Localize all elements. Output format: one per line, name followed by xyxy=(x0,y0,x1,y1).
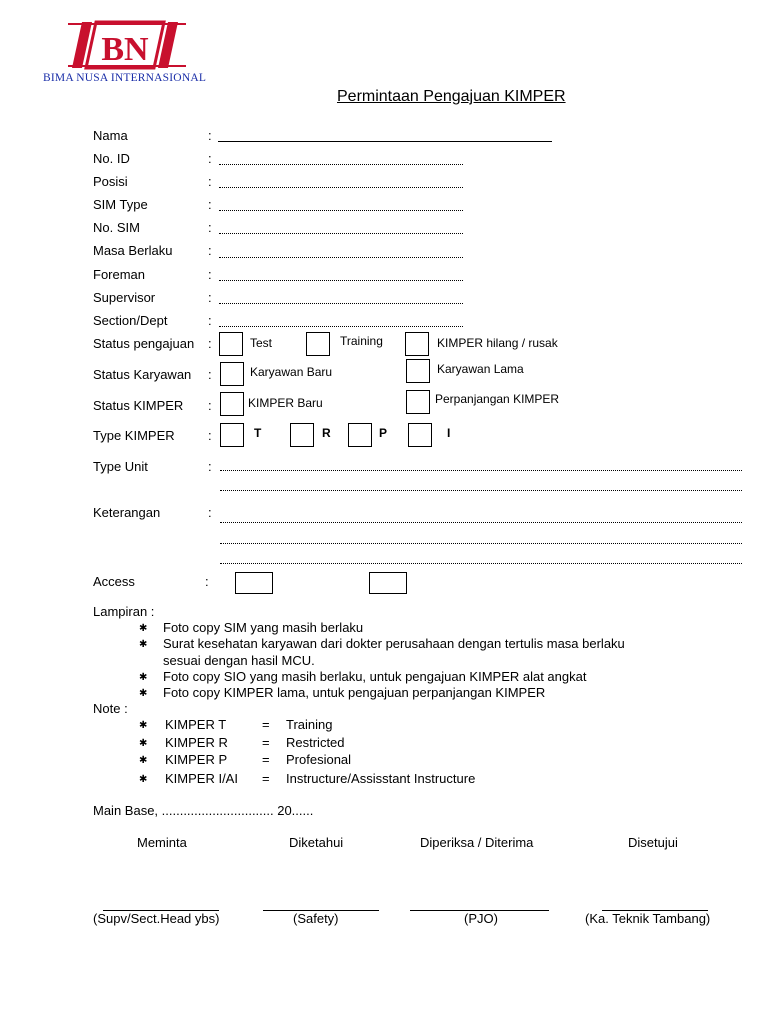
karyawan-baru-checkbox[interactable] xyxy=(220,362,244,386)
nama-field[interactable] xyxy=(218,141,552,142)
keterangan-line-2[interactable] xyxy=(220,543,742,544)
field-label: Nama xyxy=(93,128,128,143)
note-eq: = xyxy=(262,752,270,767)
field-label: Masa Berlaku xyxy=(93,243,173,258)
test-checkbox[interactable] xyxy=(219,332,243,356)
field-label: No. ID xyxy=(93,151,130,166)
signature-name: (Supv/Sect.Head ybs) xyxy=(93,911,220,926)
bullet-icon: ✱ xyxy=(139,738,148,749)
note-meaning: Training xyxy=(286,717,333,732)
signature-role: Meminta xyxy=(137,835,187,850)
access-label: Access xyxy=(93,574,135,589)
lampiran-item: Surat kesehatan karyawan dari dokter perusahaan dengan tertulis masa berlaku xyxy=(163,636,625,651)
lampiran-item: Foto copy SIO yang masih berlaku, untuk pengajuan KIMPER alat angkat xyxy=(163,669,587,684)
perpanjangan-kimper-option-label: Perpanjangan KIMPER xyxy=(435,392,560,406)
no-sim-field[interactable] xyxy=(219,233,463,234)
signature-name: (PJO) xyxy=(464,911,498,926)
lampiran-item: Foto copy SIM yang masih berlaku xyxy=(163,620,364,635)
bullet-icon: ✱ xyxy=(139,720,148,731)
field-label: Section/Dept xyxy=(93,313,168,328)
type-i-label: I xyxy=(447,426,451,440)
bullet-icon: ✱ xyxy=(139,688,148,699)
bullet-icon: ✱ xyxy=(139,774,148,785)
signature-name: (Ka. Teknik Tambang) xyxy=(585,911,711,926)
page-title: Permintaan Pengajuan KIMPER xyxy=(337,88,566,105)
type-r-label: R xyxy=(322,426,331,440)
status-pengajuan-label: Status pengajuan xyxy=(93,336,195,351)
karyawan-lama-option-label: Karyawan Lama xyxy=(437,362,524,376)
note-meaning: Instructure/Assisstant Instructure xyxy=(286,771,476,786)
section-dept-field[interactable] xyxy=(219,326,463,327)
bullet-icon: ✱ xyxy=(139,623,148,634)
note-heading: Note : xyxy=(93,701,128,716)
foreman-field[interactable] xyxy=(219,280,463,281)
karyawan-lama-checkbox[interactable] xyxy=(406,359,430,383)
perpanjangan-kimper-checkbox[interactable] xyxy=(406,390,430,414)
sim-type-field[interactable] xyxy=(219,210,463,211)
field-label: No. SIM xyxy=(93,220,140,235)
note-meaning: Restricted xyxy=(286,735,345,750)
keterangan-line-3[interactable] xyxy=(220,563,742,564)
company-name: BIMA NUSA INTERNASIONAL xyxy=(43,72,207,84)
place-date: Main Base, ............................... 20...... xyxy=(93,803,314,818)
status-karyawan-label: Status Karyawan xyxy=(93,367,192,382)
note-eq: = xyxy=(262,735,270,750)
field-label: Supervisor xyxy=(93,290,156,305)
signature-role: Disetujui xyxy=(628,835,678,850)
kimper-hilang-checkbox[interactable] xyxy=(405,332,429,356)
note-code: KIMPER P xyxy=(165,752,228,767)
type-p-checkbox[interactable] xyxy=(348,423,372,447)
type-unit-line-1[interactable] xyxy=(220,470,742,471)
logo-initials: BN xyxy=(101,31,149,68)
kimper-baru-checkbox[interactable] xyxy=(220,392,244,416)
note-meaning: Profesional xyxy=(286,752,352,767)
field-label: Posisi xyxy=(93,174,128,189)
type-r-checkbox[interactable] xyxy=(290,423,314,447)
field-label: SIM Type xyxy=(93,197,148,212)
signature-name: (Safety) xyxy=(293,911,339,926)
lampiran-item-continued: sesuai dengan hasil MCU. xyxy=(163,653,315,668)
lampiran-heading: Lampiran : xyxy=(93,604,155,619)
bullet-icon: ✱ xyxy=(139,672,148,683)
karyawan-baru-option-label: Karyawan Baru xyxy=(250,365,333,379)
note-code: KIMPER I/AI xyxy=(165,771,238,786)
type-t-label: T xyxy=(254,426,262,440)
note-eq: = xyxy=(262,771,270,786)
training-option-label: Training xyxy=(340,334,383,348)
status-kimper-label: Status KIMPER xyxy=(93,398,184,413)
note-eq: = xyxy=(262,717,270,732)
note-code: KIMPER T xyxy=(165,717,227,732)
access-box-2[interactable] xyxy=(369,572,407,594)
lampiran-item: Foto copy KIMPER lama, untuk pengajuan perpanjangan KIMPER xyxy=(163,685,546,700)
bullet-icon: ✱ xyxy=(139,639,148,650)
training-checkbox[interactable] xyxy=(306,332,330,356)
masa-berlaku-field[interactable] xyxy=(219,257,463,258)
keterangan-label: Keterangan xyxy=(93,505,161,520)
type-i-checkbox[interactable] xyxy=(408,423,432,447)
type-unit-label: Type Unit xyxy=(93,459,148,474)
note-code: KIMPER R xyxy=(165,735,228,750)
access-box-1[interactable] xyxy=(235,572,273,594)
type-t-checkbox[interactable] xyxy=(220,423,244,447)
signature-role: Diketahui xyxy=(289,835,344,850)
test-option-label: Test xyxy=(250,336,273,350)
type-p-label: P xyxy=(379,426,388,440)
type-unit-line-2[interactable] xyxy=(220,490,742,491)
no-id-field[interactable] xyxy=(219,164,463,165)
posisi-field[interactable] xyxy=(219,187,463,188)
signature-role: Diperiksa / Diterima xyxy=(420,835,534,850)
kimper-hilang-option-label: KIMPER hilang / rusak xyxy=(437,336,558,350)
type-kimper-label: Type KIMPER xyxy=(93,428,175,443)
supervisor-field[interactable] xyxy=(219,303,463,304)
bullet-icon: ✱ xyxy=(139,755,148,766)
field-label: Foreman xyxy=(93,267,146,282)
company-logo xyxy=(68,20,186,70)
keterangan-line-1[interactable] xyxy=(220,522,742,523)
kimper-baru-option-label: KIMPER Baru xyxy=(248,396,323,410)
